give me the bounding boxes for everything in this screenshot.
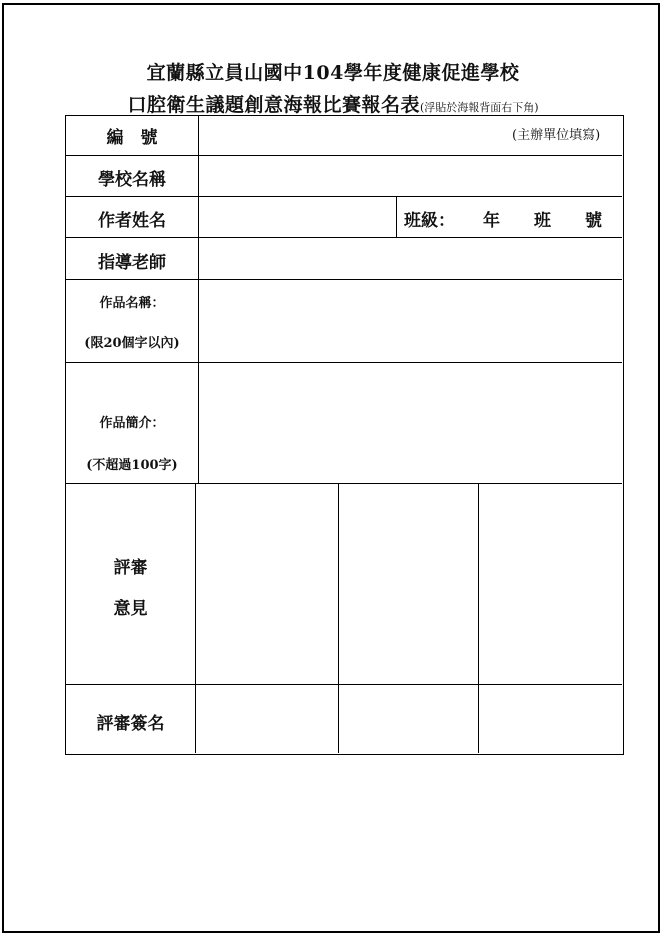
form-title-line2 xyxy=(0,90,666,117)
author-name-label: 作者姓名 xyxy=(98,211,166,231)
author-name-field[interactable] xyxy=(200,198,395,236)
reviewer-signature-cell-1[interactable] xyxy=(197,686,337,752)
work-title-label: 作品名稱： xyxy=(99,296,165,311)
reviewer-signature-cell-3[interactable] xyxy=(480,686,620,752)
row-divider xyxy=(66,483,622,484)
review-comments-cell-1[interactable] xyxy=(197,485,337,683)
work-title-limit: (限20個字以內) xyxy=(84,336,180,351)
seat-number-unit: 號 xyxy=(585,211,602,231)
grade-unit: 年 xyxy=(483,211,500,231)
number-note: (主辦單位填寫) xyxy=(512,128,601,143)
class-label: 班級： xyxy=(404,211,455,231)
row-divider xyxy=(66,279,622,280)
intro-limit: (不超過100字) xyxy=(86,458,178,473)
row-divider xyxy=(66,237,622,238)
school-name-field[interactable] xyxy=(200,157,620,195)
review-column-divider xyxy=(478,483,479,753)
teacher-field[interactable] xyxy=(200,239,620,278)
reviewer-signature-cell-2[interactable] xyxy=(340,686,477,752)
row-divider xyxy=(66,155,622,156)
row-divider xyxy=(66,196,622,197)
work-title-field[interactable] xyxy=(200,281,620,361)
registration-form-table xyxy=(65,115,624,755)
form-title-text: 口腔衛生議題創意海報比賽報名表 xyxy=(127,94,420,116)
number-label: 編 號 xyxy=(106,128,158,148)
label-column-divider xyxy=(198,116,199,483)
row-divider xyxy=(66,362,622,363)
review-comments-cell-2[interactable] xyxy=(340,485,477,683)
class-column-divider xyxy=(396,196,397,237)
form-title-line1: 宜蘭縣立員山國中104學年度健康促進學校 xyxy=(146,62,520,84)
class-unit: 班 xyxy=(534,211,551,231)
review-comments-cell-3[interactable] xyxy=(480,485,620,683)
review-comments-label-line2: 意見 xyxy=(113,599,148,619)
review-column-divider xyxy=(338,483,339,753)
intro-field[interactable] xyxy=(200,364,620,482)
teacher-label: 指導老師 xyxy=(98,253,166,273)
reviewer-signature-label: 評審簽名 xyxy=(96,714,165,734)
form-title-note: (浮貼於海報背面右下角) xyxy=(419,101,539,114)
number-field[interactable] xyxy=(200,117,620,154)
label-column-divider xyxy=(195,483,196,753)
school-name-label: 學校名稱 xyxy=(98,170,166,190)
row-divider xyxy=(66,684,622,685)
review-comments-label-line1: 評審 xyxy=(113,558,148,578)
intro-label: 作品簡介： xyxy=(99,416,165,431)
